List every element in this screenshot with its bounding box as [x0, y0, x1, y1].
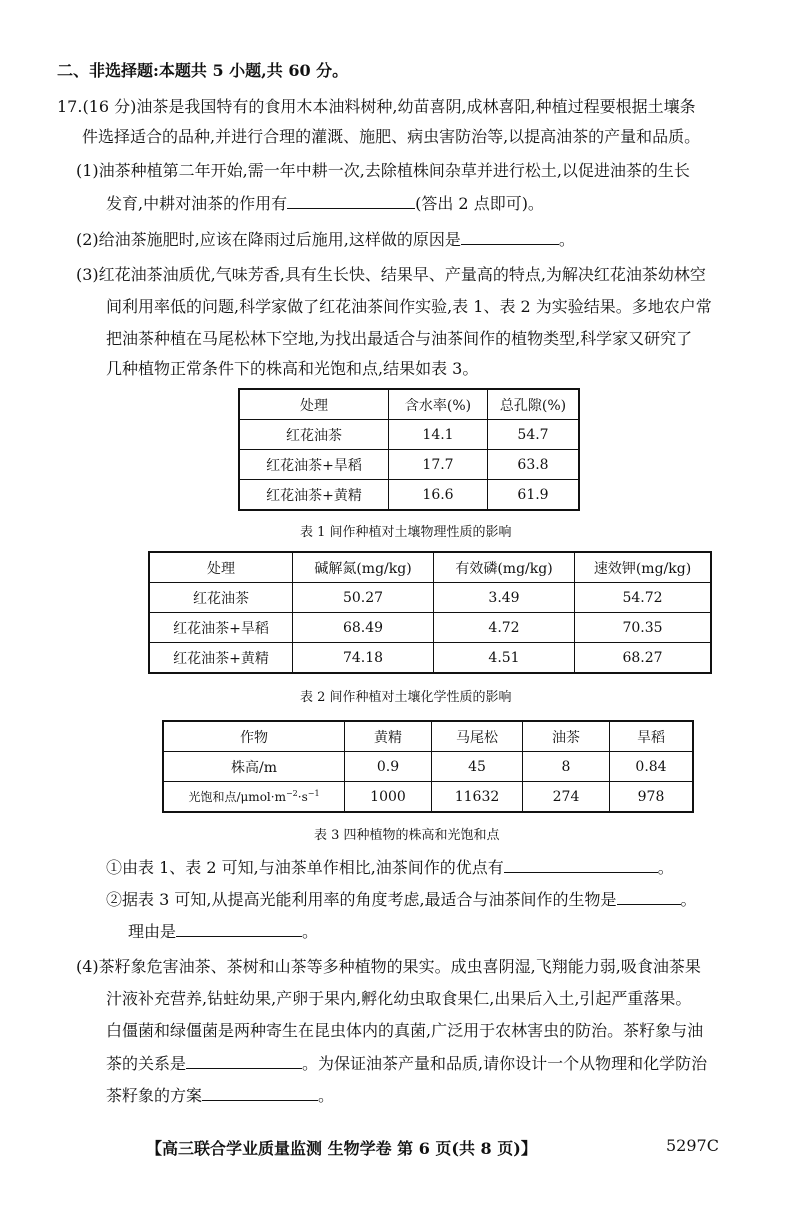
q17-sub2-reason-text: 理由是: [128, 922, 177, 941]
q17-part3-line4: 几种植物正常条件下的株高和光饱和点,结果如表 3。: [106, 359, 479, 378]
table-cell: 274: [523, 782, 610, 813]
table-cell: 70.35: [575, 613, 712, 643]
q17-part4-line4: [106, 1052, 707, 1075]
table-row: [239, 480, 579, 511]
table-cell: 61.9: [488, 480, 580, 511]
table-cell: 1000: [345, 782, 432, 813]
table-cell: 54.72: [575, 583, 712, 613]
table-2-header: 速效钾(mg/kg): [575, 552, 712, 583]
table-cell: 68.49: [293, 613, 434, 643]
q17-part1-hint: (答出 2 点即可)。: [415, 194, 544, 213]
q17-part2-end: 。: [558, 230, 575, 249]
table-cell: 54.7: [488, 420, 580, 450]
q17-sub2: [106, 888, 697, 911]
table-cell: 红花油茶+黄精: [239, 480, 389, 511]
q17-part2: [76, 228, 575, 251]
table-cell: 45: [432, 752, 523, 782]
q17-stem-line2: 件选择适合的品种,并进行合理的灌溉、施肥、病虫害防治等,以提高油茶的产量和品质。: [82, 127, 701, 146]
table-cell: 68.27: [575, 643, 712, 674]
table-cell: 978: [610, 782, 694, 813]
table-3-header: 油茶: [523, 721, 610, 752]
table-cell: 0.9: [345, 752, 432, 782]
table-row: [239, 450, 579, 480]
section-heading: 二、非选择题:本题共 5 小题,共 60 分。: [57, 61, 349, 80]
table-3-header: 旱稻: [610, 721, 694, 752]
table-2-caption: 表 2 间作种植对土壤化学性质的影响: [300, 690, 512, 705]
answer-blank-6[interactable]: [186, 1052, 302, 1069]
table-1-header: 总孔隙(%): [488, 389, 580, 420]
q17-part2-text: (2)给油茶施肥时,应该在降雨过后施用,这样做的原因是: [76, 230, 461, 249]
table-3-header-row: [163, 721, 693, 752]
table-cell: 4.72: [434, 613, 575, 643]
table-2: [148, 551, 712, 674]
q17-sub1: [106, 856, 674, 879]
table-1-header: 含水率(%): [389, 389, 488, 420]
table-cell: 11632: [432, 782, 523, 813]
table-row: [239, 420, 579, 450]
table-1-header-row: [239, 389, 579, 420]
table-cell: 63.8: [488, 450, 580, 480]
table-1-caption: 表 1 间作种植对土壤物理性质的影响: [300, 525, 512, 540]
q17-sub1-end: 。: [657, 858, 674, 877]
q17-part1-line1: (1)油茶种植第二年开始,需一年中耕一次,去除植株间杂草并进行松土,以促进油茶的生长: [76, 161, 690, 180]
table-cell: 0.84: [610, 752, 694, 782]
unit-exponent: −2: [285, 789, 298, 798]
table-cell: 红花油茶: [149, 583, 293, 613]
table-cell: 红花油茶+旱稻: [239, 450, 389, 480]
answer-blank-5[interactable]: [176, 920, 302, 937]
table-cell: 株高/m: [163, 752, 345, 782]
table-3: [162, 720, 694, 813]
table-cell: 红花油茶+旱稻: [149, 613, 293, 643]
table-cell: 50.27: [293, 583, 434, 613]
answer-blank-2[interactable]: [461, 228, 559, 245]
unit-main: 光饱和点/μmol·m: [188, 790, 286, 804]
table-1: [238, 388, 580, 511]
table-3-caption: 表 3 四种植物的株高和光饱和点: [314, 828, 500, 843]
table-cell: 14.1: [389, 420, 488, 450]
footer-code: 5297C: [666, 1136, 719, 1155]
q17-sub2-text: ②据表 3 可知,从提高光能利用率的角度考虑,最适合与油茶间作的生物是: [106, 890, 617, 909]
q17-part1-text: 发育,中耕对油茶的作用有: [106, 194, 288, 213]
table-row: [163, 752, 693, 782]
footer-title: 【高三联合学业质量监测 生物学卷 第 6 页(共 8 页)】: [146, 1139, 537, 1158]
table-cell: 74.18: [293, 643, 434, 674]
unit-mid: ·s: [297, 790, 308, 804]
q17-sub2-reason-end: 。: [302, 922, 319, 941]
table-cell: 8: [523, 752, 610, 782]
q17-part4-line1: (4)茶籽象危害油茶、茶树和山茶等多种植物的果实。成虫喜阴湿,飞翔能力弱,吸食油茶果: [76, 957, 701, 976]
table-cell: 红花油茶: [239, 420, 389, 450]
table-cell: 3.49: [434, 583, 575, 613]
q17-part4-line3: 白僵菌和绿僵菌是两种寄生在昆虫体内的真菌,广泛用于农林害虫的防治。茶籽象与油: [106, 1021, 704, 1040]
q17-part1-line2: [106, 192, 544, 215]
table-row: [163, 782, 693, 813]
q17-part4-line5: [106, 1084, 334, 1107]
q17-sub2-reason: [128, 920, 318, 943]
table-row: [149, 583, 711, 613]
table-cell: 17.7: [389, 450, 488, 480]
q17-part3-line1: (3)红花油茶油质优,气味芳香,具有生长快、结果早、产量高的特点,为解决红花油茶幼林空: [76, 265, 706, 284]
answer-blank-7[interactable]: [202, 1084, 318, 1101]
q17-sub1-text: ①由表 1、表 2 可知,与油茶单作相比,油茶间作的优点有: [106, 858, 504, 877]
table-3-header: 作物: [163, 721, 345, 752]
table-cell: 红花油茶+黄精: [149, 643, 293, 674]
table-row: [149, 643, 711, 674]
table-2-header: 碱解氮(mg/kg): [293, 552, 434, 583]
table-1-header: 处理: [239, 389, 389, 420]
q17-part4-line2: 汁液补充营养,钻蛀幼果,产卵于果内,孵化幼虫取食果仁,出果后入土,引起严重落果。: [106, 989, 692, 1008]
table-3-header: 马尾松: [432, 721, 523, 752]
q17-sub2-end: 。: [680, 890, 697, 909]
table-3-header: 黄精: [345, 721, 432, 752]
q17-part4-text-2: 。为保证油茶产量和品质,请你设计一个从物理和化学防治: [302, 1054, 708, 1073]
light-saturation-label: [163, 782, 345, 813]
answer-blank-1[interactable]: [287, 192, 415, 209]
table-2-header: 处理: [149, 552, 293, 583]
table-row: [149, 613, 711, 643]
unit-exponent: −1: [307, 789, 320, 798]
table-cell: 4.51: [434, 643, 575, 674]
answer-blank-3[interactable]: [504, 856, 658, 873]
q17-part3-line3: 把油茶种植在马尾松林下空地,为找出最适合与油茶间作的植物类型,科学家又研究了: [106, 329, 693, 348]
table-2-header: 有效磷(mg/kg): [434, 552, 575, 583]
table-cell: 16.6: [389, 480, 488, 511]
q17-part4-end: 。: [318, 1086, 335, 1105]
table-2-header-row: [149, 552, 711, 583]
q17-stem-line1: 17.(16 分)油茶是我国特有的食用木本油料树种,幼苗喜阴,成林喜阳,种植过程要根据土壤条: [57, 97, 696, 116]
q17-part4-text: 茶的关系是: [106, 1054, 187, 1073]
q17-part4-text-3: 茶籽象的方案: [106, 1086, 203, 1105]
q17-part3-line2: 间利用率低的问题,科学家做了红花油茶间作实验,表 1、表 2 为实验结果。多地农户常: [106, 297, 712, 316]
answer-blank-4[interactable]: [617, 888, 681, 905]
